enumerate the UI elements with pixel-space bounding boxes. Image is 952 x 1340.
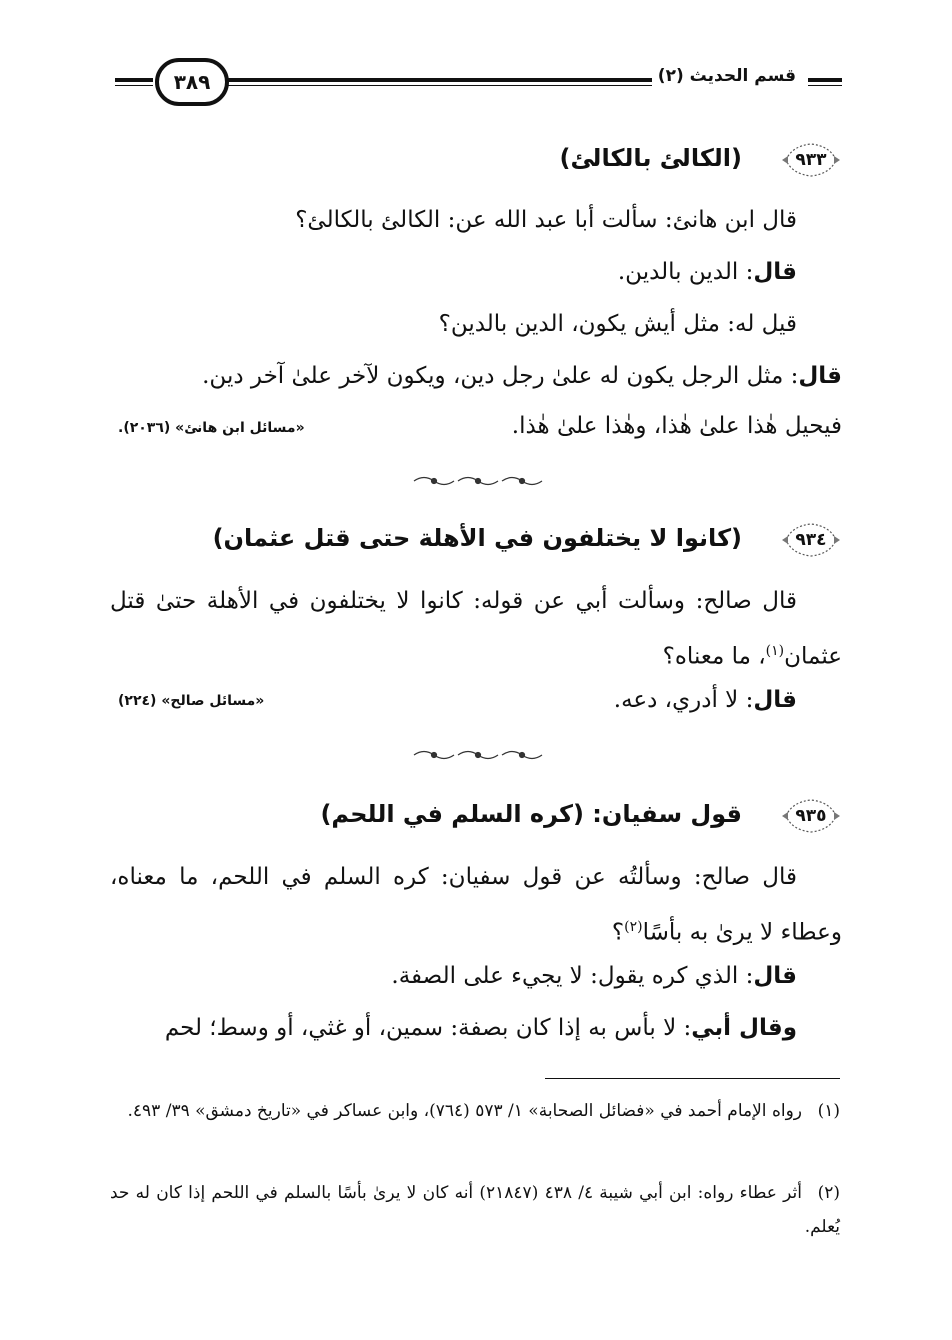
- question-end: ؟: [611, 919, 625, 946]
- floral-divider-icon: [410, 474, 550, 488]
- header-rule: [115, 78, 153, 82]
- section-number: ٩٣٣: [795, 150, 827, 170]
- section-title: (كانوا لا يختلفون في الأهلة حتى قتل عثمان): [212, 524, 742, 552]
- source-citation: «مسائل ابن هانئ» (٢٠٣٦).: [118, 420, 305, 436]
- text-line: قيل له: مثل أيش يكون، الدين بالدين؟: [438, 311, 797, 337]
- text-line: قال ابن هانئ: سألت أبا عبد الله عن: الكالئ بالكالئ؟: [295, 207, 797, 233]
- text-line: قال: الدين بالدين.: [617, 259, 797, 285]
- header-rule: [225, 78, 712, 82]
- section-title: قول سفيان: (كره السلم في اللحم): [320, 800, 742, 828]
- header-rule: [115, 85, 153, 86]
- answer-text: لا أدري، دعه.: [613, 687, 739, 713]
- footnote-number: (١): [817, 1101, 840, 1121]
- text-line: قال: لا أدري، دعه.: [613, 687, 797, 713]
- footnote-rule: [545, 1078, 840, 1079]
- question-paragraph: [110, 852, 842, 958]
- answer-label: قال: [753, 259, 797, 285]
- floral-divider-icon: [410, 748, 550, 762]
- section-number: ٩٣٥: [795, 806, 827, 826]
- footnote-ref: (٢): [624, 919, 643, 935]
- text-line: قال: الذي كره يقول: لا يجيء على الصفة.: [391, 963, 797, 989]
- section-heading: [110, 520, 842, 570]
- answer-label: قال: [798, 363, 842, 389]
- question-end: ، ما معناه؟: [662, 643, 766, 670]
- father-label: وقال أبي: [691, 1015, 797, 1041]
- section-number: ٩٣٤: [795, 530, 827, 550]
- footnote: [110, 1176, 840, 1244]
- page-number: ٣٨٩: [155, 58, 229, 106]
- text-line: وقال أبي: لا بأس به إذا كان بصفة: سمين، أو غثي، أو وسط؛ لحم: [164, 1015, 797, 1041]
- header-rule: [225, 85, 712, 86]
- answer-label: قال: [753, 687, 797, 713]
- section-heading: [110, 140, 842, 190]
- footnote-ref: (١): [765, 643, 785, 659]
- section-number-badge: [780, 520, 842, 560]
- section-title: (الكالئ بالكالئ): [559, 144, 742, 172]
- source-citation: «مسائل صالح» (٢٢٤): [118, 693, 265, 709]
- answer-text: الذي كره يقول: لا يجيء على الصفة.: [391, 963, 739, 989]
- question-paragraph: [110, 576, 842, 682]
- answer-label: قال: [753, 963, 797, 989]
- header-rule: [808, 78, 842, 82]
- footnote-text: رواه الإمام أحمد في «فضائل الصحابة» ١/ ٥٧٣ (٧٦٤)، وابن عساكر في «تاريخ دمشق» ٣٩/ ٤٩٣.: [127, 1101, 802, 1121]
- section-number-badge: [780, 796, 842, 836]
- section-number-badge: [780, 140, 842, 180]
- running-title: قسم الحديث (٢): [652, 66, 802, 86]
- text-line: قال: مثل الرجل يكون له علىٰ رجل دين، ويكون لآخر علىٰ آخر دين.: [202, 363, 842, 389]
- section-heading: [110, 796, 842, 846]
- footnote: [110, 1094, 840, 1128]
- footnote-text: أثر عطاء رواه: ابن أبي شيبة ٤/ ٤٣٨ (٢١٨٤٧) أنه كان لا يرىٰ بأسًا بالسلم في اللحم إذا كان له حد يُعلم.: [110, 1183, 840, 1237]
- father-text: لا بأس به إذا كان بصفة: سمين، أو غثي، أو وسط؛ لحم: [164, 1015, 677, 1041]
- page-header: [115, 58, 842, 102]
- header-rule: [808, 85, 842, 86]
- answer-text: الدين بالدين.: [617, 259, 739, 285]
- text-line: فيحيل هٰذا علىٰ هٰذا، وهٰذا علىٰ هٰذا.: [511, 413, 842, 439]
- question-text: قال صالح: وسألتُه عن قول سفيان: كره السلم في اللحم، ما معناه، وعطاء لا يرىٰ به بأسًا: [110, 864, 842, 946]
- footnote-number: (٢): [817, 1183, 840, 1203]
- answer-text: مثل الرجل يكون له علىٰ رجل دين، ويكون لآخر علىٰ آخر دين.: [202, 363, 784, 389]
- question-text: قال صالح: وسألت أبي عن قوله: كانوا لا يختلفون في الأهلة حتىٰ قتل عثمان: [110, 588, 842, 670]
